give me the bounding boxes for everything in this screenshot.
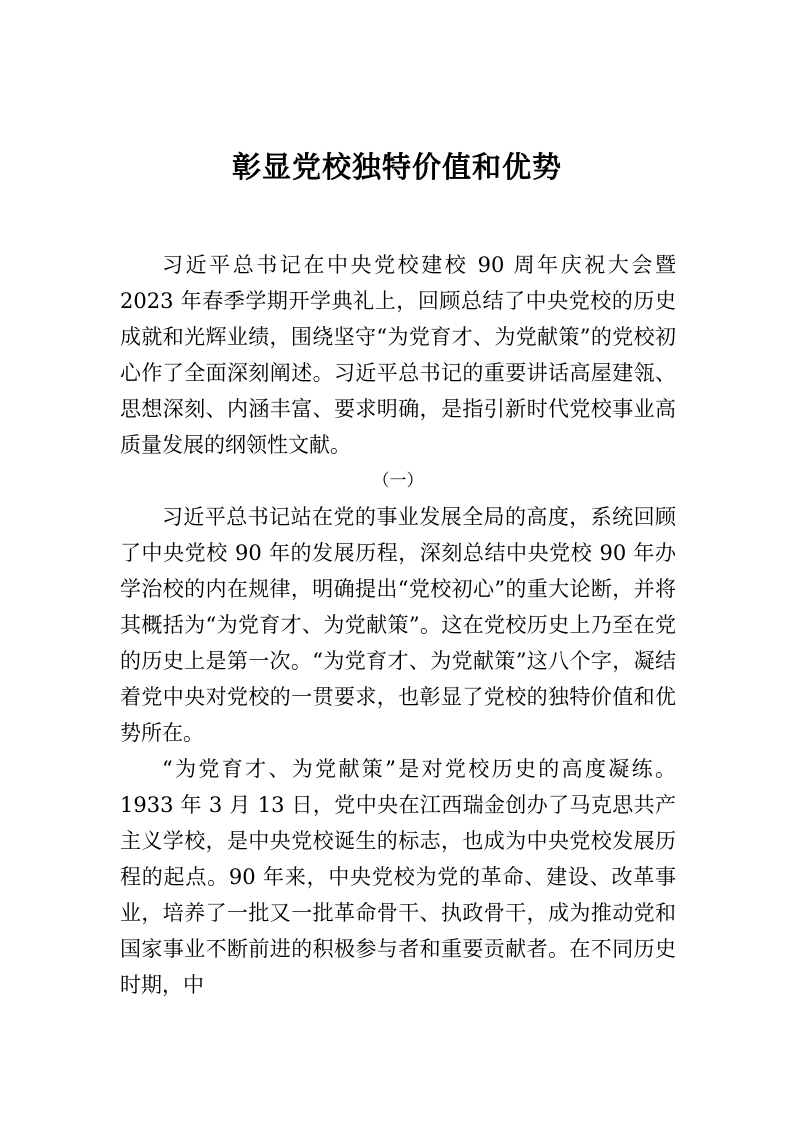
intro-paragraph: 习近平总书记在中央党校建校 90 周年庆祝大会暨 2023 年春季学期开学典礼上，回顾总结了中央党校的历史成就和光辉业绩，围绕坚守“为党育才、为党献策”的党校初心作了全面深刻阐述。习近平总书记的重要讲话高屋建瓴、思想深刻、内涵丰富、要求明确，是指引新时代党校事业高质量发展的纲领性文献。 bbox=[120, 253, 676, 457]
section-paragraph-1: 习近平总书记站在党的事业发展全局的高度，系统回顾了中央党校 90 年的发展历程，深刻总结中央党校 90 年办学治校的内在规律，明确提出“党校初心”的重大论断，并将其概括为“为党育才、为党献策”。这在党校历史上乃至在党的历史上是第一次。“为党育才、为党献策”这八个字，凝结着党中央对党校的一贯要求，也彰显了党校的独特价值和优势所在。 bbox=[120, 505, 676, 745]
section-paragraph-2: “为党育才、为党献策”是对党校历史的高度凝练。1933 年 3 月 13 日，党中央在江西瑞金创办了马克思共产主义学校，是中央党校诞生的标志，也成为中央党校发展历程的起点。90 年来，中央党校为党的革命、建设、改革事业，培养了一批又一批革命骨干、执政骨干，成为推动党和国家事业不断前进的积极参与者和重要贡献者。在不同历史时期，中 bbox=[120, 757, 676, 997]
section-heading: （一） bbox=[372, 471, 424, 491]
document-body bbox=[120, 247, 676, 1003]
document-title: 彰显党校独特价值和优势 bbox=[231, 150, 562, 184]
